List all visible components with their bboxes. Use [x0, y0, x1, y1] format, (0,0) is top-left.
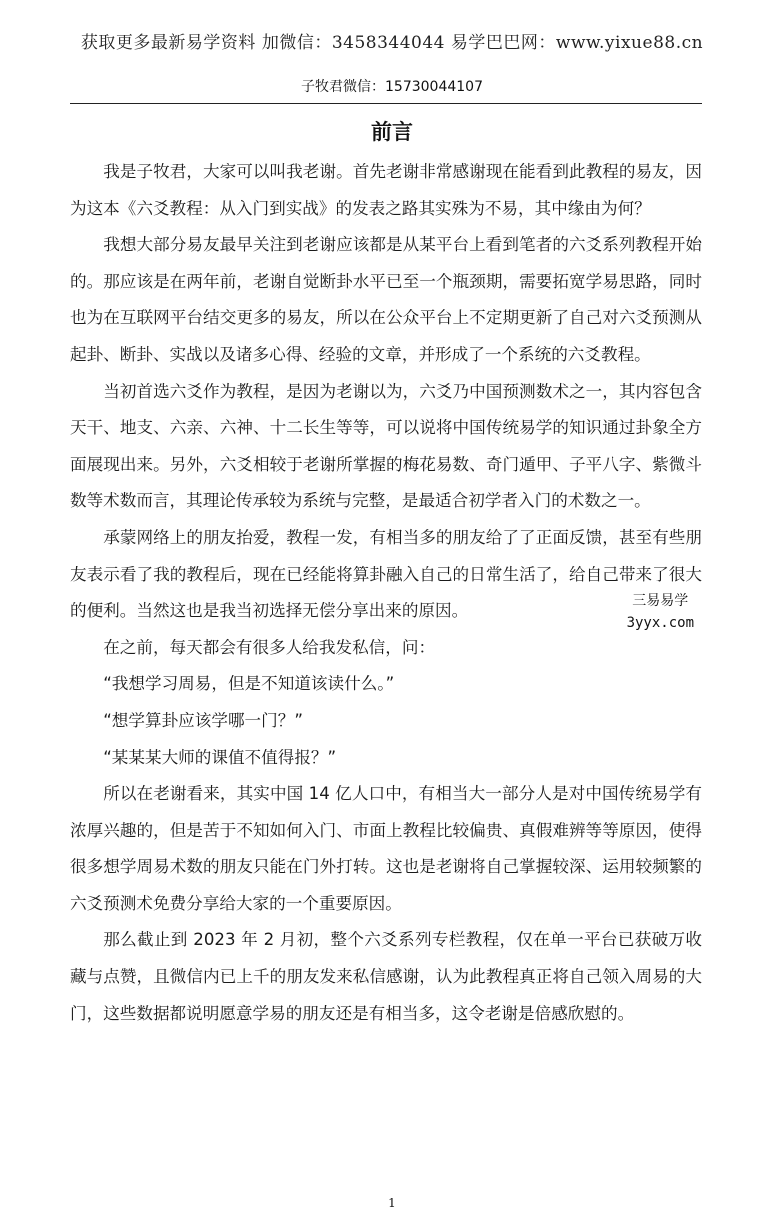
paragraph-5: 在之前，每天都会有很多人给我发私信，问：: [103, 637, 436, 657]
quote-1: “我想学习周易，但是不知道该读什么。”: [103, 674, 395, 694]
paragraph-3: 当初首选六爻作为教程，是因为老谢以为，六爻乃中国预测数术之一，其内容包含天干、地支、六亲、六神、十二长生等等，可以说将中国传统易学的知识通过卦象全方面展现出来。另外，六爻相较于老谢所掌握的梅花易数、奇门遁甲、子平八字、紫微斗数等术数而言，其理论传承较为系统与完整，是最适合初学者入门的术数之一。: [70, 381, 702, 511]
page-title: 前言: [371, 120, 413, 144]
watermark-stamp: [621, 588, 700, 636]
quote-2: “想学算卦应该学哪一门？”: [103, 710, 303, 730]
paragraph-2: 我想大部分易友最早关注到老谢应该都是从某平台上看到笔者的六爻系列教程开始的。那应该是在两年前，老谢自觉断卦水平已至一个瓶颈期，需要拓宽学易思路，同时也为在互联网平台结交更多的易友，所以在公众平台上不定期更新了自己对六爻预测从起卦、断卦、实战以及诸多心得、经验的文章，并形成了一个系统的六爻教程。: [70, 235, 702, 364]
paragraph-4: 承蒙网络上的朋友抬爱，教程一发，有相当多的朋友给了了正面反馈，甚至有些朋友表示看了我的教程后，现在已经能将算卦融入自己的日常生活了，给自己带来了很大的便利。当然这也是我当初选择无偿分享出来的原因。: [70, 527, 702, 621]
header-contact-line: 获取更多最新易学资料 加微信：3458344044 易学巴巴网：www.yixue88.cn: [80, 33, 704, 53]
quote-3: “某某某大师的课值不值得报？”: [103, 747, 337, 767]
paragraph-1: 我是子牧君，大家可以叫我老谢。首先老谢非常感谢现在能看到此教程的易友，因为这本《六爻教程：从入门到实战》的发表之路其实殊为不易，其中缘由为何？: [70, 162, 702, 218]
paragraph-7: 那么截止到 2023 年 2 月初，整个六爻系列专栏教程，仅在单一平台已获破万收藏与点赞，且微信内已上千的朋友发来私信感谢，认为此教程真正将自己领入周易的大门，这些数据都说明愿意学易的朋友还是有相当多，这令老谢是倍感欣慰的。: [70, 930, 702, 1023]
header-wechat-line: 子牧君微信：15730044107: [301, 79, 483, 95]
watermark-line-1: 三易易学: [632, 593, 689, 609]
watermark-line-2: 3yyx.com: [626, 615, 694, 631]
page-number: 1: [388, 1196, 396, 1210]
paragraph-6: 所以在老谢看来，其实中国 14 亿人口中，有相当大一部分人是对中国传统易学有浓厚兴趣的，但是苦于不知如何入门、市面上教程比较偏贵、真假难辨等等原因，使得很多想学周易术数的朋友只能在门外打转。这也是老谢将自己掌握较深、运用较频繁的六爻预测术免费分享给大家的一个重要原因。: [70, 784, 702, 913]
header-divider: [70, 103, 702, 104]
body-text: [70, 154, 702, 1032]
